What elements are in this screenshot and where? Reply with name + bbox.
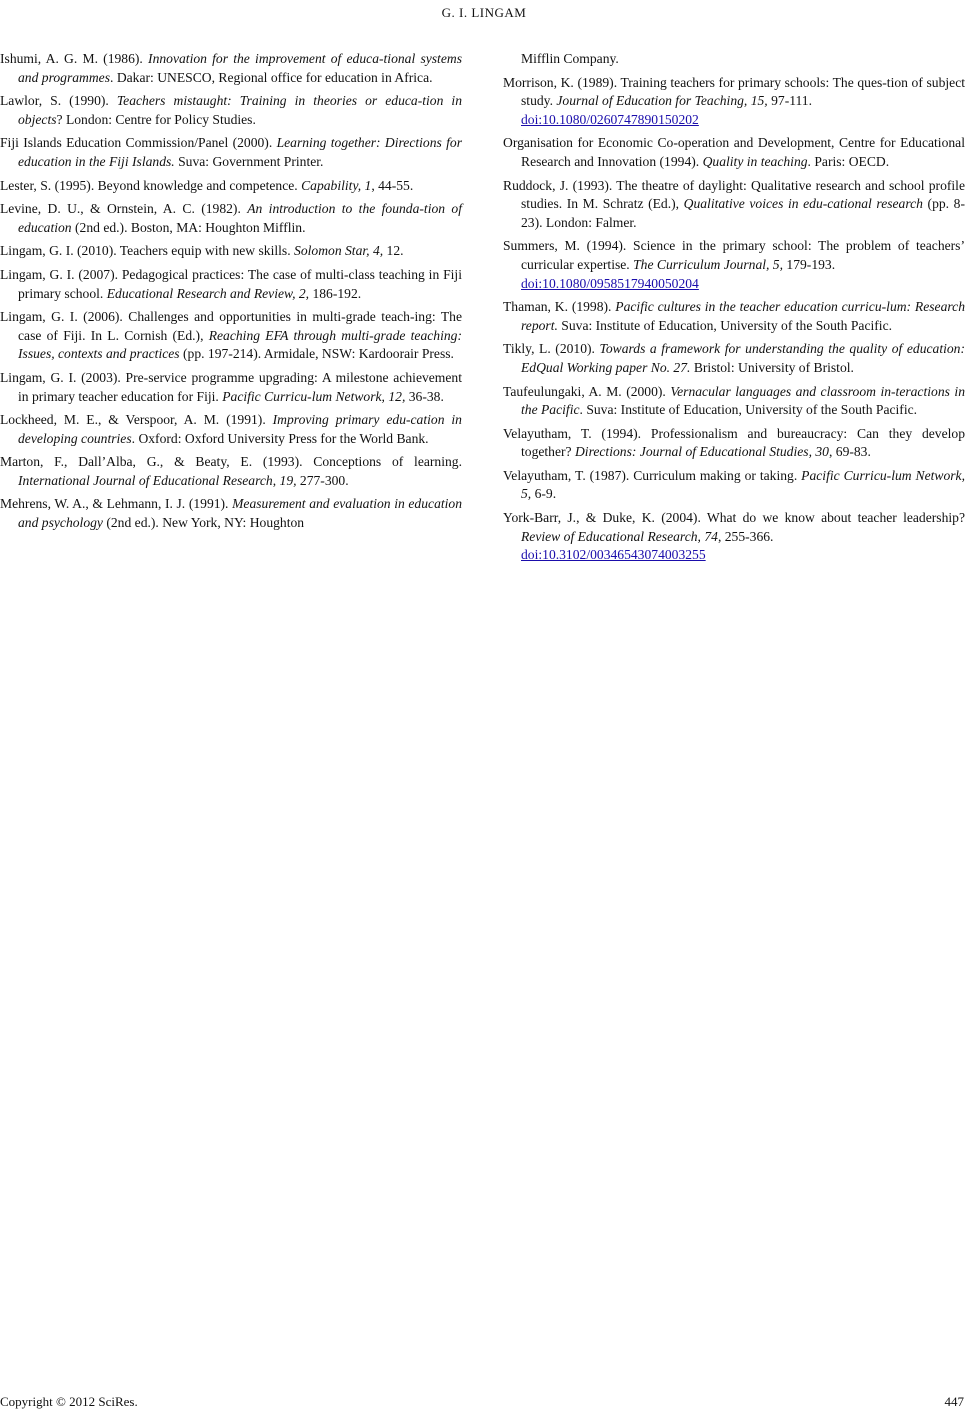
reference-title: Review of Educational Research, 74: [521, 528, 718, 544]
reference-text: , 69-83.: [828, 444, 871, 460]
reference-entry: [503, 177, 965, 233]
reference-entry: [0, 50, 462, 87]
reference-entry: [503, 340, 965, 377]
reference-text: , 44-55.: [371, 177, 414, 193]
reference-title: Teachers mistaught: Training in theories or educa-tion in objects: [18, 93, 462, 127]
reference-title: Pacific cultures in the teacher education curricu-lum: Research report.: [521, 299, 965, 333]
reference-title: Qualitative voices in edu-cational research: [683, 196, 923, 212]
reference-title: Learning together: Directions for education in the Fiji Islands.: [18, 135, 462, 169]
reference-entry: [503, 383, 965, 420]
page-number: 447: [944, 1394, 964, 1409]
reference-title: The Curriculum Journal, 5,: [633, 256, 784, 272]
reference-text: , 255-366.: [717, 528, 774, 544]
reference-text: Fiji Islands Education Commission/Panel (2000).: [0, 135, 277, 151]
reference-text: 6-9.: [531, 486, 557, 502]
reference-title: Journal of Education for Teaching, 15,: [556, 93, 768, 109]
reference-text: 36-38.: [405, 388, 444, 404]
reference-text: York-Barr, J., & Duke, K. (2004). What do we know about teacher leadership?: [503, 510, 965, 526]
reference-text: Lingam, G. I. (2003). Pre-service programme upgrading: A milestone achievement in primary teacher education for Fiji.: [0, 369, 462, 404]
reference-text: . Oxford: Oxford University Press for the World Bank.: [131, 430, 429, 446]
reference-title: Measurement and evaluation in education and psychology: [18, 496, 463, 531]
doi-link[interactable]: doi:10.1080/0260747890150202: [521, 111, 699, 127]
doi-link[interactable]: doi:10.3102/00346543074003255: [521, 547, 706, 563]
references-left-column: [0, 50, 462, 538]
reference-title: Reaching EFA through multi-grade teaching: Issues, contexts and practices: [18, 327, 462, 362]
reference-entry: [0, 200, 462, 237]
reference-text: Thaman, K. (1998).: [503, 299, 616, 315]
reference-text: Lawlor, S. (1990).: [0, 93, 117, 109]
reference-text: . Suva: Institute of Education, University of the South Pacific.: [579, 402, 918, 418]
reference-title: Pacific Curricu-lum Network, 5,: [521, 467, 965, 502]
reference-text: Suva: Institute of Education, University of the South Pacific.: [557, 317, 893, 333]
reference-text: (pp. 8-23). London: Falmer.: [521, 196, 965, 230]
reference-text: Morrison, K. (1989). Training teachers for primary schools: The ques-tion of subject study.: [503, 74, 965, 109]
reference-title: Educational Research and Review, 2,: [106, 285, 310, 301]
reference-title: Solomon Star, 4,: [294, 243, 384, 259]
reference-text: Ruddock, J. (1993). The theatre of daylight: Qualitative research and school profile studies. In M. Schratz (Ed.),: [503, 177, 965, 212]
reference-text: ,: [272, 472, 280, 488]
reference-text: Taufeulungaki, A. M. (2000).: [503, 383, 671, 399]
reference-title: 19,: [279, 472, 297, 488]
reference-entry: [0, 369, 462, 406]
reference-title: Vernacular languages and classroom in-teractions in the Pacific: [521, 383, 965, 418]
reference-entry: [0, 134, 462, 171]
reference-title: Towards a framework for understanding the quality of education: EdQual Working paper No. 27.: [521, 341, 965, 375]
reference-text: Lingam, G. I. (2006). Challenges and opportunities in multi-grade teach-ing: The case of Fiji. In L. Cornish (Ed.),: [0, 309, 462, 343]
reference-entry: [503, 237, 965, 293]
reference-title: Innovation for the improvement of educa-tional systems and programmes: [18, 51, 462, 85]
reference-text: Mifflin Company.: [521, 51, 619, 66]
reference-entry: [503, 50, 965, 69]
reference-entry: [0, 266, 462, 303]
reference-text: Velayutham, T. (1994). Professionalism and bureaucracy: Can they develop together?: [503, 425, 965, 460]
reference-text: 186-192.: [309, 285, 362, 301]
copyright-notice: Copyright © 2012 SciRes.: [0, 1394, 138, 1409]
reference-text: (pp. 197-214). Armidale, NSW: Kardoorair Press.: [179, 346, 454, 362]
reference-entry: [0, 308, 462, 364]
reference-text: Ishumi, A. G. M. (1986).: [0, 51, 149, 66]
reference-text: Summers, M. (1994). Science in the primary school: The problem of teachers’ curricular expertise.: [503, 238, 965, 272]
reference-text: 12.: [383, 243, 404, 259]
reference-text: Levine, D. U., & Ornstein, A. C. (1982).: [0, 201, 248, 217]
reference-entry: [0, 453, 462, 490]
reference-text: Mehrens, W. A., & Lehmann, I. J. (1991).: [0, 496, 233, 512]
reference-text: Marton, F., Dall’Alba, G., & Beaty, E. (1993). Conceptions of learning.: [0, 454, 462, 470]
reference-entry: [503, 134, 965, 171]
reference-text: 277-300.: [296, 472, 349, 488]
reference-entry: [0, 177, 462, 196]
running-head: G. I. LINGAM: [441, 5, 527, 20]
reference-text: Bristol: University of Bristol.: [690, 359, 854, 375]
reference-text: ? London: Centre for Policy Studies.: [56, 111, 256, 127]
reference-entry: [503, 509, 965, 565]
reference-text: Lingam, G. I. (2010). Teachers equip with new skills.: [0, 243, 295, 259]
reference-entry: [503, 425, 965, 462]
doi-link[interactable]: doi:10.1080/0958517940050204: [521, 275, 699, 291]
reference-text: 97-111.: [767, 93, 813, 109]
reference-title: Capability, 1: [301, 177, 372, 193]
reference-entry: [0, 411, 462, 448]
reference-entry: [503, 74, 965, 130]
reference-text: Organisation for Economic Co-operation and Development, Centre for Educational Research and Innovation (1994).: [503, 135, 965, 169]
reference-entry: [0, 242, 462, 261]
reference-text: Tikly, L. (2010).: [503, 341, 600, 357]
reference-text: Velayutham, T. (1987). Curriculum making or taking.: [503, 467, 802, 483]
reference-text: . Dakar: UNESCO, Regional office for education in Africa.: [110, 69, 433, 85]
reference-text: . Paris: OECD.: [807, 153, 890, 169]
references-right-column: [503, 50, 965, 570]
reference-title: Improving primary edu-cation in developing countries: [18, 412, 462, 446]
reference-entry: [503, 298, 965, 335]
reference-text: Lester, S. (1995). Beyond knowledge and competence.: [0, 177, 302, 193]
reference-text: Lingam, G. I. (2007). Pedagogical practices: The case of multi-class teaching in Fiji primary school.: [0, 266, 462, 301]
reference-text: (2nd ed.). Boston, MA: Houghton Mifflin.: [71, 219, 306, 235]
reference-title: Pacific Curricu-lum Network, 12,: [222, 388, 406, 404]
reference-text: Lockheed, M. E., & Verspoor, A. M. (1991).: [0, 412, 273, 428]
reference-title: An introduction to the founda-tion of education: [18, 201, 462, 235]
reference-entry: [0, 92, 462, 129]
reference-title: Directions: Journal of Educational Studies, 30: [574, 444, 829, 460]
reference-title: Quality in teaching: [702, 153, 808, 169]
reference-text: 179-193.: [783, 256, 836, 272]
reference-title: International Journal of Educational Research: [18, 472, 273, 488]
reference-entry: [503, 467, 965, 504]
reference-text: Suva: Government Printer.: [174, 153, 324, 169]
reference-text: (2nd ed.). New York, NY: Houghton: [102, 515, 305, 531]
reference-entry: [0, 495, 462, 532]
